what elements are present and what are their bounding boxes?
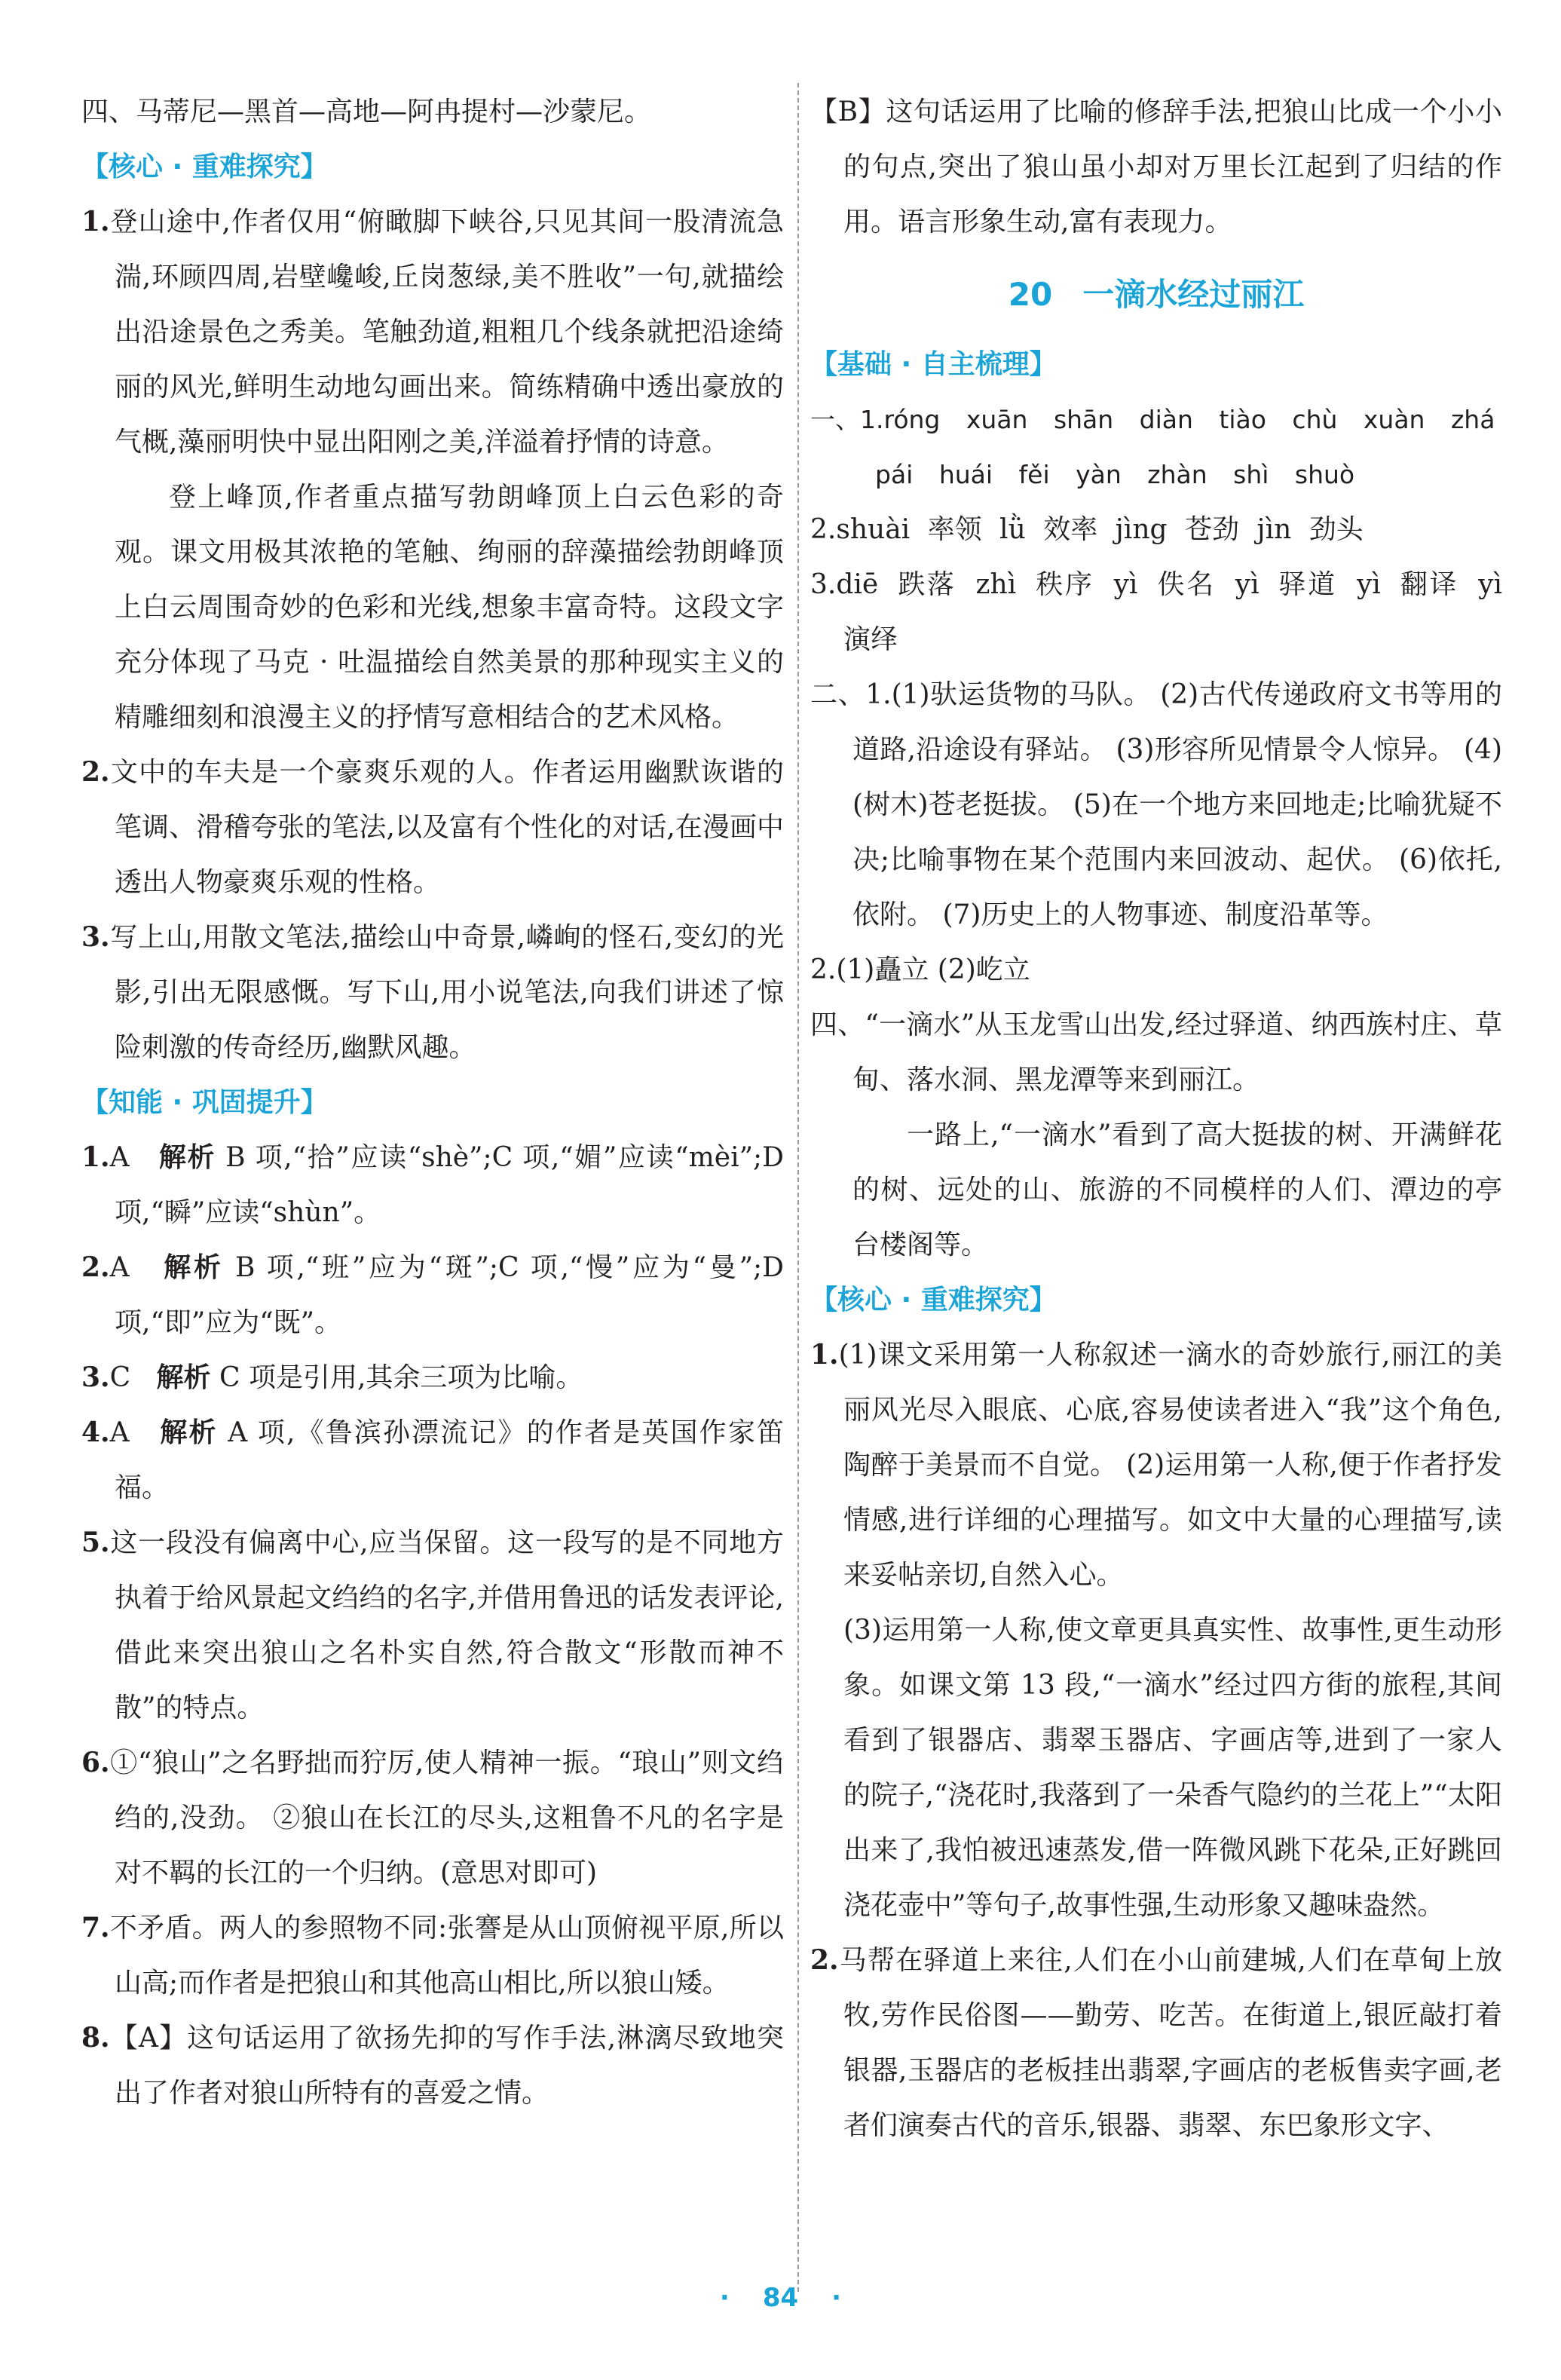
item-number: 2. xyxy=(81,756,110,788)
page-footer xyxy=(0,2283,1561,2313)
item-number: 4. xyxy=(81,1417,110,1448)
footer-dot: · xyxy=(719,2283,730,2313)
answer-letter: A xyxy=(109,1142,130,1173)
item-number: 2. xyxy=(81,1251,110,1283)
right-column xyxy=(810,84,1502,2153)
answer-line: 四、马蒂尼—黑首—高地—阿冉提村—沙蒙尼。 xyxy=(81,96,652,127)
item-number: 3. xyxy=(81,921,110,953)
answer-line: 2.(1)矗立 (2)屹立 xyxy=(810,954,1030,985)
answer-item-s2 xyxy=(81,1240,784,1350)
pinyin-line: pái huái fěi yàn zhàn shì shuò xyxy=(875,460,1355,489)
section-heading-core: 【核心 · 重难探究】 xyxy=(81,152,328,182)
answer-item-k2 xyxy=(810,1933,1502,2153)
answer-paragraph xyxy=(81,470,784,745)
item-number: 1. xyxy=(81,206,110,237)
answer-text: 写上山,用散文笔法,描绘山中奇景,嶙峋的怪石,变幻的光影,引出无限感慨。写下山,用小说笔法,向我们讲述了惊险刺激的传奇经历,幽默风趣。 xyxy=(109,922,784,1063)
lesson-number: 20 xyxy=(1008,276,1053,313)
answer-text: A 项,《鲁滨孙漂流记》的作者是英国作家笛福。 xyxy=(115,1417,784,1503)
answer-line: 二、1.(1)驮运货物的马队。 (2)古代传递政府文书等用的道路,沿途设有驿站。 (3)形容所见情景令人惊异。 (4)(树木)苍老挺拔。 (5)在一个地方来回地走;比喻犹疑不决;比喻事物在某个范围内来回波动、起伏。 (6)依托,依附。 (7)历史上的人物事迹、制度沿革等。 xyxy=(810,679,1502,930)
page-number: 84 xyxy=(762,2283,799,2313)
item-number: 7. xyxy=(81,1912,110,1944)
answer-text: B 项,“拾”应读“shè”;C 项,“媚”应读“mèi”;D 项,“瞬”应读“shùn”。 xyxy=(115,1142,784,1228)
answer-letter: C xyxy=(109,1362,131,1393)
answer-text: 文中的车夫是一个豪爽乐观的人。作者运用幽默诙谐的笔调、滑稽夸张的笔法,以及富有个性化的对话,在漫画中透出人物豪爽乐观的性格。 xyxy=(109,757,784,898)
answer-line: 2.shuài 率领 lǜ 效率 jìng 苍劲 jìn 劲头 xyxy=(810,514,1364,545)
answer-line: 3.diē 跌落 zhì 秩序 yì 佚名 yì 驿道 yì 翻译 yì 演绎 xyxy=(810,569,1502,655)
item-number: 1. xyxy=(810,1339,839,1371)
answer-item-k1 xyxy=(810,1328,1502,1603)
answer-line: 【B】这句话运用了比喻的修辞手法,把狼山比成一个小小的句点,突出了狼山虽小却对万里长江起到了归结的作用。语言形象生动,富有表现力。 xyxy=(810,96,1502,237)
answer-text: 登上峰顶,作者重点描写勃朗峰顶上白云色彩的奇观。课文用极其浓艳的笔触、绚丽的辞藻描绘勃朗峰顶上白云周围奇妙的色彩和光线,想象丰富奇特。这段文字充分体现了马克 · 吐温描绘自然美景的那种现实主义的精雕细刻和浪漫主义的抒情写意相结合的艺术风格。 xyxy=(115,482,784,733)
answer-letter: A xyxy=(109,1252,130,1283)
footer-dot: · xyxy=(831,2283,842,2313)
answer-item-1 xyxy=(81,195,784,470)
item-number: 6. xyxy=(81,1747,110,1778)
answer-text: 一路上,“一滴水”看到了高大挺拔的树、开满鲜花的树、远处的山、旅游的不同模样的人们、潭边的亭台楼阁等。 xyxy=(852,1120,1502,1260)
lesson-title-text: 一滴水经过丽江 xyxy=(1082,276,1305,313)
column-divider xyxy=(797,83,799,2292)
answer-text: 【A】这句话运用了欲扬先抑的写作手法,淋漓尽致地突出了作者对狼山所特有的喜爱之情。 xyxy=(109,2023,784,2109)
pinyin-line: 一、1.róng xuān shān diàn tiào chù xuàn zhá xyxy=(810,405,1495,434)
answer-item-s8 xyxy=(81,2011,784,2121)
answer-text: 登山途中,作者仅用“俯瞰脚下峡谷,只见其间一股清流急湍,环顾四周,岩壁巉峻,丘岗葱绿,美不胜收”一句,就描绘出沿途景色之秀美。笔触劲道,粗粗几个线条就把沿途绮丽的风光,鲜明生动地勾画出来。简练精确中透出豪放的气概,藻丽明快中显出阳刚之美,洋溢着抒情的诗意。 xyxy=(109,207,784,458)
analysis-label: 解析 xyxy=(160,1417,218,1448)
item-number: 5. xyxy=(81,1527,110,1558)
section-heading-base: 【基础 · 自主梳理】 xyxy=(810,349,1057,380)
answer-line: 四、“一滴水”从玉龙雪山出发,经过驿道、纳西族村庄、草甸、落水洞、黑龙潭等来到丽江。 xyxy=(810,1009,1502,1095)
answer-text: ①“狼山”之名野拙而狞厉,使人精神一振。“琅山”则文绉绉的,没劲。 ②狼山在长江的尽头,这粗鲁不凡的名字是对不羁的长江的一个归纳。(意思对即可) xyxy=(109,1747,784,1888)
answer-text: (1)课文采用第一人称叙述一滴水的奇妙旅行,丽江的美丽风光尽入眼底、心底,容易使读者进入“我”这个角色,陶醉于美景而不自觉。 (2)运用第一人称,便于作者抒发情感,进行详细的心理描写。如文中大量的心理描写,读来妥帖亲切,自然入心。 xyxy=(838,1340,1502,1591)
analysis-label: 解析 xyxy=(156,1362,211,1393)
answer-letter: A xyxy=(109,1417,130,1448)
answer-text: B 项,“班”应为“斑”;C 项,“慢”应为“曼”;D 项,“即”应为“既”。 xyxy=(115,1252,784,1338)
answer-text: 不矛盾。两人的参照物不同:张謇是从山顶俯视平原,所以山高;而作者是把狼山和其他高山相比,所以狼山矮。 xyxy=(109,1913,784,1999)
answer-item-s3 xyxy=(81,1350,784,1405)
item-number: 3. xyxy=(81,1362,110,1393)
answer-text: 马帮在驿道上来往,人们在小山前建城,人们在草甸上放牧,劳作民俗图——勤劳、吃苦。在街道上,银匠敲打着银器,玉器店的老板挂出翡翠,字画店的老板售卖字画,老者们演奏古代的音乐,银器、翡翠、东巴象形文字、 xyxy=(838,1945,1502,2141)
answer-item-s6 xyxy=(81,1735,784,1901)
item-number: 2. xyxy=(810,1944,839,1976)
answer-item-2 xyxy=(81,745,784,910)
answer-item-s4 xyxy=(81,1405,784,1515)
left-column xyxy=(81,84,784,2121)
item-number: 8. xyxy=(81,2022,110,2054)
answer-item-s5 xyxy=(81,1515,784,1735)
answer-text: C 项是引用,其余三项为比喻。 xyxy=(219,1362,583,1393)
answer-item-3 xyxy=(81,910,784,1075)
analysis-label: 解析 xyxy=(158,1142,216,1173)
answer-paragraph: (3)运用第一人称,使文章更具真实性、故事性,更生动形象。如课文第 13 段,“一滴水”经过四方街的旅程,其间看到了银器店、翡翠玉器店、字画店等,进到了一家人的院子,“浇花时,我落到了一朵香气隐约的兰花上”“太阳出来了,我怕被迅速蒸发,借一阵微风跳下花朵,正好跳回浇花壶中”等句子,故事性强,生动形象又趣味盎然。 xyxy=(843,1615,1502,1921)
answer-item-s1 xyxy=(81,1130,784,1240)
answer-paragraph xyxy=(810,1107,1502,1273)
section-heading-skill: 【知能 · 巩固提升】 xyxy=(81,1087,328,1118)
item-number: 1. xyxy=(81,1141,110,1173)
analysis-label: 解析 xyxy=(164,1252,224,1283)
answer-text: 这一段没有偏离中心,应当保留。这一段写的是不同地方执着于给风景起文绉绉的名字,并借用鲁迅的话发表评论,借此来突出狼山之名朴实自然,符合散文“形散而神不散”的特点。 xyxy=(109,1527,784,1723)
answer-item-s7 xyxy=(81,1901,784,2011)
lesson-title xyxy=(810,257,1502,332)
section-heading-core: 【核心 · 重难探究】 xyxy=(810,1285,1057,1316)
